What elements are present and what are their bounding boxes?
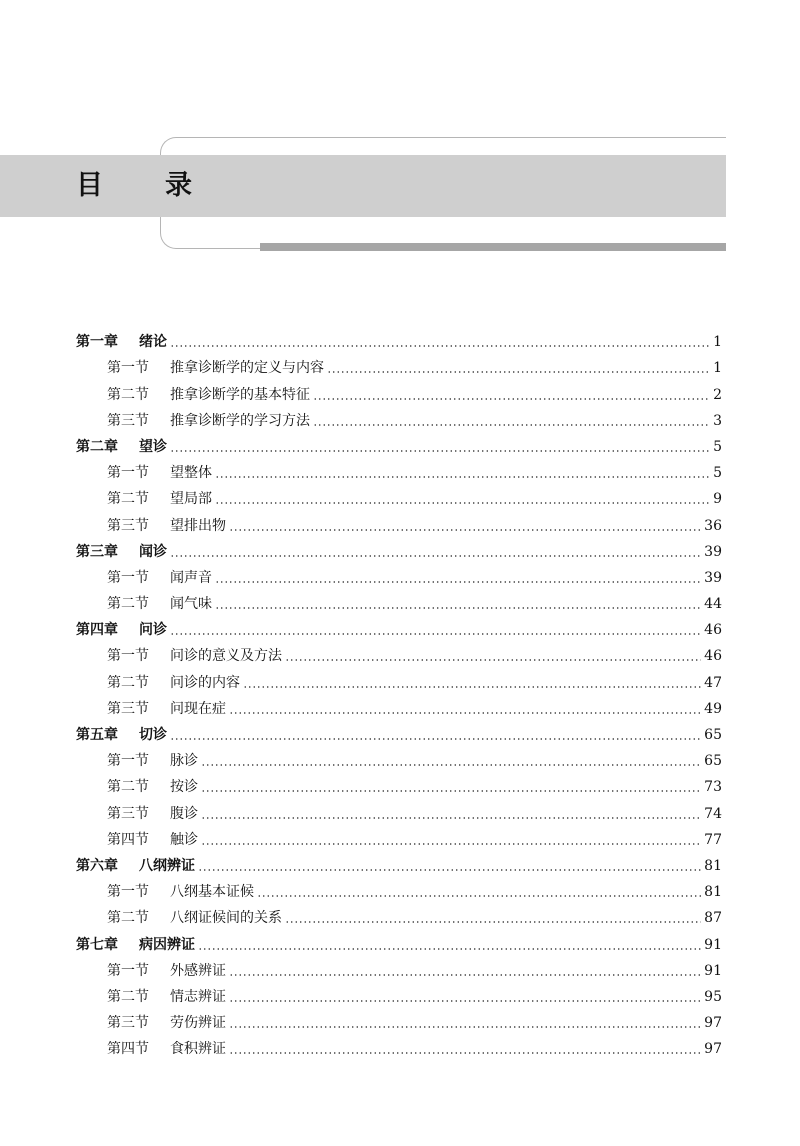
dot-leader — [327, 358, 710, 378]
toc-section-entry[interactable] — [76, 1033, 722, 1059]
toc-entry-label: 第二节 — [107, 596, 149, 613]
dot-leader — [313, 411, 710, 431]
toc-section-entry[interactable] — [76, 797, 722, 823]
dot-leader — [170, 620, 701, 640]
toc-entry-label: 第一节 — [107, 360, 149, 377]
toc-section-entry[interactable] — [76, 405, 722, 431]
toc-entry-page: 65 — [704, 727, 722, 743]
toc-entry-title: 切诊 — [139, 727, 167, 743]
toc-entry-page: 74 — [704, 805, 722, 822]
dot-leader — [215, 489, 710, 509]
dot-leader — [201, 830, 701, 850]
toc-entry-page: 46 — [704, 648, 722, 665]
toc-section-entry[interactable] — [76, 640, 722, 666]
toc-entry-title: 食积辨证 — [170, 1041, 226, 1058]
toc-entry-label: 第二章 — [76, 438, 118, 455]
dot-leader — [201, 751, 701, 771]
toc-entry-title: 推拿诊断学的基本特征 — [170, 386, 310, 403]
toc-section-entry[interactable] — [76, 588, 722, 614]
toc-entry-page: 87 — [704, 910, 722, 927]
toc-section-entry[interactable] — [76, 693, 722, 719]
toc-entry-label: 第四节 — [107, 831, 149, 848]
toc-chapter-entry[interactable] — [76, 614, 722, 640]
dot-leader — [257, 882, 701, 902]
toc-entry-page: 39 — [704, 569, 722, 586]
dot-leader — [215, 463, 710, 483]
toc-section-entry[interactable] — [76, 457, 722, 483]
toc-entry-label: 第五章 — [76, 727, 118, 743]
toc-entry-label: 第一节 — [107, 753, 149, 770]
toc-entry-title: 腹诊 — [170, 805, 198, 822]
toc-section-entry[interactable] — [76, 1007, 722, 1033]
toc-section-entry[interactable] — [76, 352, 722, 378]
toc-entry-page: 49 — [704, 700, 722, 717]
toc-entry-label: 第三节 — [107, 700, 149, 717]
toc-entry-label: 第一节 — [107, 569, 149, 586]
toc-entry-label: 第二节 — [107, 674, 149, 691]
toc-entry-label: 第二节 — [107, 910, 149, 927]
dot-leader — [215, 568, 701, 588]
toc-entry-label: 第三节 — [107, 1015, 149, 1032]
toc-chapter-entry[interactable] — [76, 536, 722, 562]
header-band — [0, 155, 726, 217]
toc-entry-title: 八纲辨证 — [139, 857, 195, 874]
toc-entry-page: 47 — [704, 674, 722, 691]
dot-leader — [201, 804, 701, 824]
dot-leader — [170, 725, 701, 745]
toc-entry-title: 望整体 — [170, 465, 212, 482]
toc-entry-page: 91 — [704, 936, 722, 953]
dot-leader — [229, 1039, 701, 1059]
toc-entry-label: 第一节 — [107, 648, 149, 665]
toc-section-entry[interactable] — [76, 745, 722, 771]
toc-entry-page: 97 — [704, 1041, 722, 1058]
toc-entry-title: 问诊的意义及方法 — [170, 648, 282, 665]
toc-entry-page: 1 — [713, 360, 722, 377]
toc-section-entry[interactable] — [76, 771, 722, 797]
dot-leader — [170, 437, 710, 457]
dot-leader — [229, 1013, 701, 1033]
dot-leader — [198, 935, 701, 955]
toc-section-entry[interactable] — [76, 902, 722, 928]
dot-leader — [170, 332, 710, 352]
toc-entry-label: 第三节 — [107, 517, 149, 534]
header-frame-mask — [726, 130, 800, 260]
toc-entry-title: 脉诊 — [170, 753, 198, 770]
header-underline-bar — [260, 243, 726, 251]
toc-entry-title: 望局部 — [170, 491, 212, 508]
toc-entry-page: 97 — [704, 1015, 722, 1032]
toc-entry-page: 36 — [704, 517, 722, 534]
toc-entry-label: 第一节 — [107, 465, 149, 482]
toc-chapter-entry[interactable] — [76, 326, 722, 352]
toc-entry-title: 问诊 — [139, 622, 167, 639]
toc-chapter-entry[interactable] — [76, 719, 722, 745]
toc-entry-label: 第二节 — [107, 491, 149, 508]
toc-entry-title: 问现在症 — [170, 700, 226, 717]
toc-entry-page: 81 — [704, 857, 722, 874]
toc-entry-label: 第一章 — [76, 334, 118, 351]
toc-chapter-entry[interactable] — [76, 850, 722, 876]
toc-chapter-entry[interactable] — [76, 928, 722, 954]
dot-leader — [215, 594, 701, 614]
dot-leader — [201, 777, 701, 797]
dot-leader — [285, 646, 701, 666]
toc-entry-title: 触诊 — [170, 831, 198, 848]
toc-entry-title: 外感辨证 — [170, 962, 226, 979]
toc-section-entry[interactable] — [76, 666, 722, 692]
toc-entry-title: 推拿诊断学的定义与内容 — [170, 360, 324, 377]
toc-entry-label: 第三节 — [107, 805, 149, 822]
toc-entry-page: 77 — [704, 831, 722, 848]
toc-entry-title: 闻诊 — [139, 543, 167, 560]
toc-entry-title: 劳伤辨证 — [170, 1015, 226, 1032]
toc-section-entry[interactable] — [76, 378, 722, 404]
dot-leader — [198, 856, 701, 876]
dot-leader — [229, 987, 701, 1007]
toc-entry-label: 第七章 — [76, 936, 118, 953]
dot-leader — [170, 542, 701, 562]
toc-section-entry[interactable] — [76, 876, 722, 902]
toc-entry-label: 第二节 — [107, 779, 149, 796]
toc-entry-title: 八纲证候间的关系 — [170, 910, 282, 927]
dot-leader — [229, 699, 701, 719]
toc-entry-label: 第二节 — [107, 988, 149, 1005]
toc-entry-label: 第三章 — [76, 543, 118, 560]
dot-leader — [229, 961, 701, 981]
toc-entry-page: 91 — [704, 962, 722, 979]
toc-entry-title: 望诊 — [139, 438, 167, 455]
toc-entry-label: 第二节 — [107, 386, 149, 403]
toc-section-entry[interactable] — [76, 509, 722, 535]
toc-entry-page: 39 — [704, 543, 722, 560]
toc-entry-title: 推拿诊断学的学习方法 — [170, 412, 310, 429]
toc-entry-page: 2 — [713, 386, 722, 403]
toc-entry-page: 46 — [704, 622, 722, 639]
toc-entry-label: 第一节 — [107, 884, 149, 901]
toc-entry-label: 第六章 — [76, 857, 118, 874]
toc-section-entry[interactable] — [76, 562, 722, 588]
toc-entry-label: 第四章 — [76, 622, 118, 639]
toc-entry-page: 81 — [704, 884, 722, 901]
toc-section-entry[interactable] — [76, 483, 722, 509]
toc-entry-page: 95 — [704, 988, 722, 1005]
toc-entry-page: 5 — [713, 438, 722, 455]
toc-entry-label: 第一节 — [107, 962, 149, 979]
toc-entry-page: 73 — [704, 779, 722, 796]
toc-section-entry[interactable] — [76, 824, 722, 850]
toc-entry-page: 65 — [704, 753, 722, 770]
toc-entry-title: 情志辨证 — [170, 988, 226, 1005]
toc-entry-title: 按诊 — [170, 779, 198, 796]
dot-leader — [285, 908, 701, 928]
toc-entry-label: 第三节 — [107, 412, 149, 429]
toc-entry-title: 问诊的内容 — [170, 674, 240, 691]
toc-entry-page: 3 — [713, 412, 722, 429]
toc-entry-page: 5 — [713, 465, 722, 482]
toc-entry-title: 八纲基本证候 — [170, 884, 254, 901]
toc-entry-title: 闻气味 — [170, 596, 212, 613]
toc-entry-title: 绪论 — [139, 334, 167, 351]
toc-entry-page: 9 — [713, 491, 722, 508]
toc-entry-title: 闻声音 — [170, 569, 212, 586]
dot-leader — [243, 673, 701, 693]
toc-entry-page: 1 — [713, 334, 722, 351]
toc-entry-page: 44 — [704, 596, 722, 613]
page-title-char-1: 目 — [76, 170, 103, 201]
toc-section-entry[interactable] — [76, 955, 722, 981]
page-title-char-2: 录 — [165, 170, 192, 201]
toc-entry-title: 病因辨证 — [139, 936, 195, 953]
toc-section-entry[interactable] — [76, 981, 722, 1007]
dot-leader — [313, 385, 710, 405]
toc-chapter-entry[interactable] — [76, 431, 722, 457]
dot-leader — [229, 516, 701, 536]
toc-entry-label: 第四节 — [107, 1041, 149, 1058]
table-of-contents — [76, 326, 722, 1059]
toc-entry-title: 望排出物 — [170, 517, 226, 534]
